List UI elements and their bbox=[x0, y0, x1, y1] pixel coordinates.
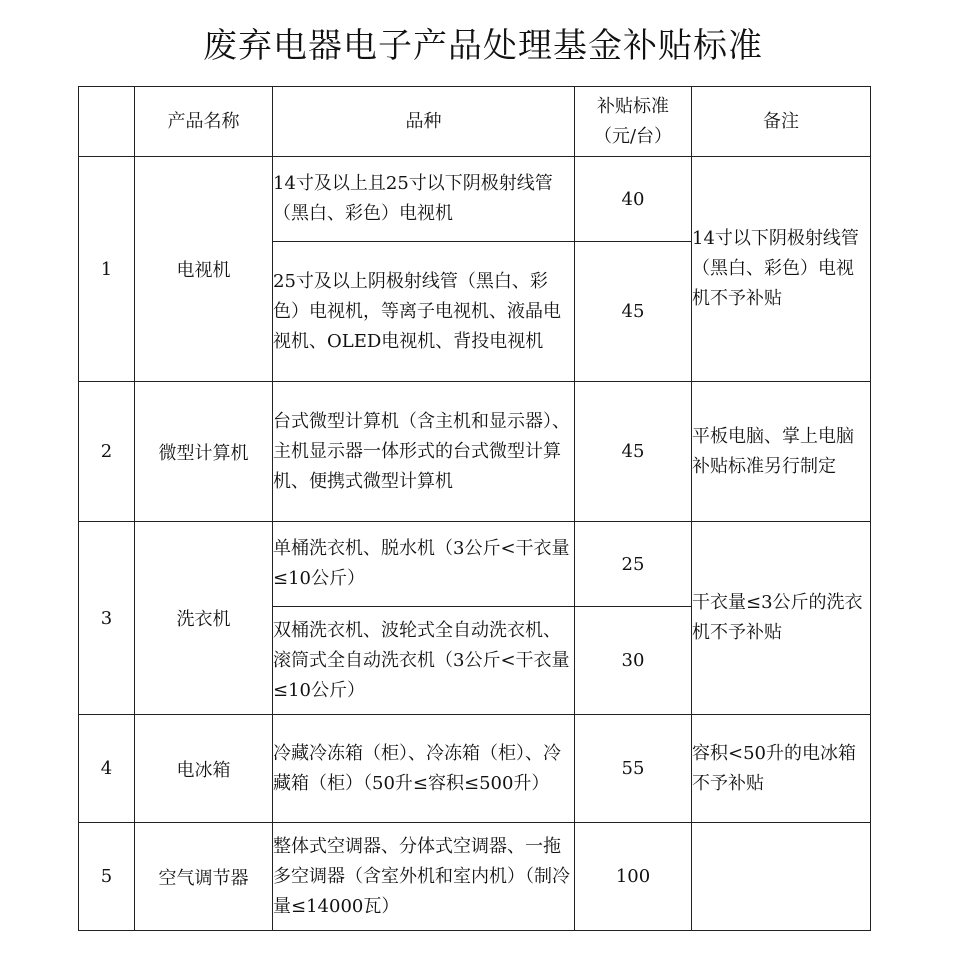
note-cell: 干衣量≤3公斤的洗衣机不予补贴 bbox=[692, 522, 871, 715]
note-cell bbox=[692, 823, 871, 931]
table-row bbox=[79, 522, 871, 607]
standard-cell: 45 bbox=[575, 382, 692, 522]
note-cell: 容积<50升的电冰箱不予补贴 bbox=[692, 715, 871, 823]
standard-cell: 30 bbox=[575, 607, 692, 715]
header-standard-line1: 补贴标准 bbox=[597, 95, 669, 117]
standard-cell: 100 bbox=[575, 823, 692, 931]
variety-cell: 台式微型计算机（含主机和显示器）、主机显示器一体形式的台式微型计算机、便携式微型计算机 bbox=[273, 382, 575, 522]
product-name: 电冰箱 bbox=[135, 715, 273, 823]
standard-cell: 55 bbox=[575, 715, 692, 823]
table-row bbox=[79, 715, 871, 823]
standard-cell: 25 bbox=[575, 522, 692, 607]
table-header-row bbox=[79, 87, 871, 157]
header-number bbox=[79, 87, 135, 157]
header-note: 备注 bbox=[692, 87, 871, 157]
row-number: 4 bbox=[79, 715, 135, 823]
subsidy-table bbox=[78, 86, 871, 931]
standard-cell: 40 bbox=[575, 157, 692, 242]
variety-cell: 25寸及以上阴极射线管（黑白、彩色）电视机，等离子电视机、液晶电视机、OLED电视机、背投电视机 bbox=[273, 242, 575, 382]
variety-cell: 冷藏冷冻箱（柜）、冷冻箱（柜）、冷藏箱（柜）（50升≤容积≤500升） bbox=[273, 715, 575, 823]
product-name: 洗衣机 bbox=[135, 522, 273, 715]
variety-cell: 双桶洗衣机、波轮式全自动洗衣机、滚筒式全自动洗衣机（3公斤<干衣量≤10公斤） bbox=[273, 607, 575, 715]
note-cell: 平板电脑、掌上电脑补贴标准另行制定 bbox=[692, 382, 871, 522]
variety-cell: 单桶洗衣机、脱水机（3公斤<干衣量≤10公斤） bbox=[273, 522, 575, 607]
header-standard-line2: （元/台） bbox=[593, 125, 673, 147]
product-name: 空气调节器 bbox=[135, 823, 273, 931]
note-cell: 14寸以下阴极射线管（黑白、彩色）电视机不予补贴 bbox=[692, 157, 871, 382]
page-title: 废弃电器电子产品处理基金补贴标准 bbox=[203, 26, 763, 66]
standard-cell: 45 bbox=[575, 242, 692, 382]
variety-cell: 整体式空调器、分体式空调器、一拖多空调器（含室外机和室内机）（制冷量≤14000瓦） bbox=[273, 823, 575, 931]
row-number: 1 bbox=[79, 157, 135, 382]
table-row bbox=[79, 157, 871, 242]
row-number: 2 bbox=[79, 382, 135, 522]
table-row bbox=[79, 823, 871, 931]
header-variety: 品种 bbox=[273, 87, 575, 157]
header-product-name: 产品名称 bbox=[135, 87, 273, 157]
product-name: 电视机 bbox=[135, 157, 273, 382]
variety-cell: 14寸及以上且25寸以下阴极射线管（黑白、彩色）电视机 bbox=[273, 157, 575, 242]
row-number: 3 bbox=[79, 522, 135, 715]
row-number: 5 bbox=[79, 823, 135, 931]
header-standard bbox=[575, 87, 692, 157]
product-name: 微型计算机 bbox=[135, 382, 273, 522]
table-row bbox=[79, 382, 871, 522]
